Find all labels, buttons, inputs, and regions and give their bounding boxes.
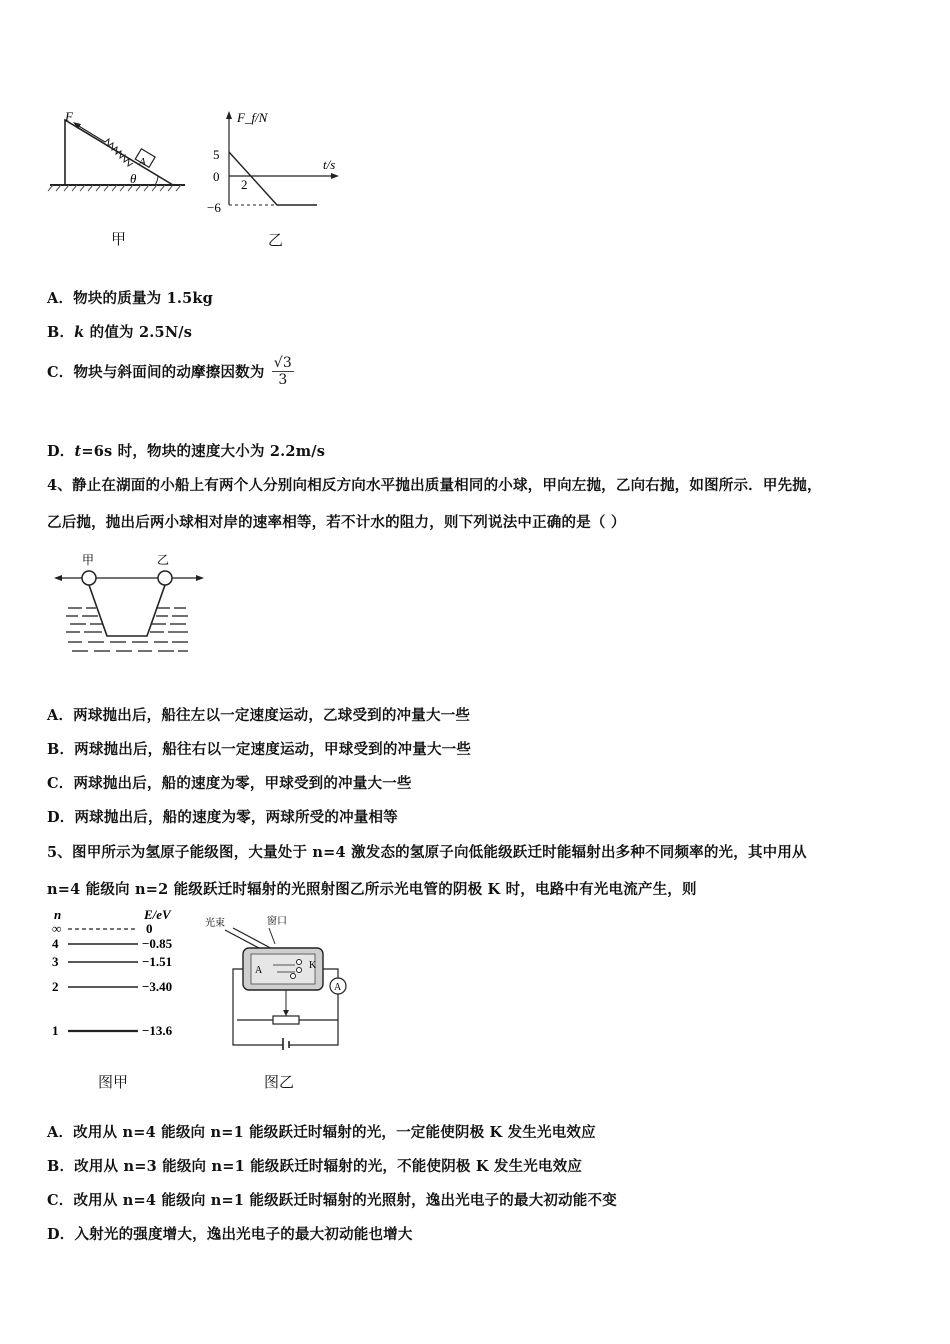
q4-option-a: A．两球抛出后，船往左以一定速度运动，乙球受到的冲量大一些 xyxy=(47,707,471,724)
tick-neg6: −6 xyxy=(207,200,221,215)
level-e-3: −1.51 xyxy=(142,954,173,969)
boat-label-yi: 乙 xyxy=(157,553,170,567)
q3-option-d xyxy=(47,440,325,461)
fraction-sqrt3-over-3 xyxy=(272,355,294,388)
q5-stem-line1: 5、图甲所示为氢原子能级图，大量处于 n=4 激发态的氢原子向低能级跃迁时能辐射出多种不同频率的光，其中用从 xyxy=(47,844,807,861)
q4-option-d: D．两球抛出后，船的速度为零，两球所受的冲量相等 xyxy=(47,809,398,826)
caption-tu-yi: 图乙 xyxy=(264,1073,295,1091)
caption-jia: 甲 xyxy=(111,230,127,248)
label-anode: A xyxy=(255,965,263,976)
level-n-2: 2 xyxy=(52,979,59,994)
level-n-3: 3 xyxy=(52,954,59,969)
tick-2: 2 xyxy=(241,177,248,192)
q3-option-c-text: C．物块与斜面间的动摩擦因数为 xyxy=(47,364,265,381)
level-n-1: 1 xyxy=(52,1023,59,1038)
q3-option-c xyxy=(47,355,294,388)
label-cathode: K xyxy=(309,960,317,971)
q4-option-b: B．两球抛出后，船往右以一定速度运动，甲球受到的冲量大一些 xyxy=(47,741,472,758)
tick-0: 0 xyxy=(213,169,220,184)
q5-stem-line2: n=4 能级向 n=2 能级跃迁时辐射的光照射图乙所示光电管的阴极 K 时，电路中有光电流产生，则 xyxy=(47,881,697,898)
ff-t-graph-yi xyxy=(205,105,350,225)
angle-label: θ xyxy=(130,171,137,186)
q5-option-b: B．改用从 n=3 能级向 n=1 能级跃迁时辐射的光，不能使阴极 K 发生光电效应 xyxy=(47,1158,583,1175)
q3-option-b xyxy=(47,321,192,342)
x-axis-label: t/s xyxy=(323,157,336,172)
q3-option-b-prefix: B． xyxy=(47,324,75,341)
q5-option-c: C．改用从 n=4 能级向 n=1 能级跃迁时辐射的光照射，逸出光电子的最大初动能不变 xyxy=(47,1192,617,1209)
level-e-4: −0.85 xyxy=(142,936,173,951)
level-e-inf: 0 xyxy=(146,921,153,936)
y-axis-label: F_f/N xyxy=(237,110,268,125)
q3-option-d-prefix: D． xyxy=(47,443,75,460)
block-label: A xyxy=(139,156,146,168)
fraction-numerator: √3 xyxy=(273,355,293,371)
q3-option-a: A．物块的质量为 1.5kg xyxy=(47,290,214,307)
q4-stem-line2: 乙后抛，抛出后两小球相对岸的速率相等，若不计水的阻力，则下列说法中正确的是（ ） xyxy=(47,514,626,531)
label-ammeter: A xyxy=(334,982,342,993)
label-window: 窗口 xyxy=(267,916,287,927)
q3-option-b-rest: 的值为 2.5N/s xyxy=(84,324,193,341)
q4-option-c: C．两球抛出后，船的速度为零，甲球受到的冲量大一些 xyxy=(47,775,412,792)
force-label: F xyxy=(65,109,73,124)
tick-5: 5 xyxy=(213,147,220,162)
col-e: E/eV xyxy=(144,907,171,922)
boat-label-jia: 甲 xyxy=(82,553,95,567)
q5-option-a: A．改用从 n=4 能级向 n=1 能级跃迁时辐射的光，一定能使阴极 K 发生光电效应 xyxy=(47,1124,596,1141)
q3-option-d-var: t xyxy=(74,443,82,460)
level-n-inf: ∞ xyxy=(52,921,62,936)
q3-option-d-rest: =6s 时，物块的速度大小为 2.2m/s xyxy=(81,443,326,460)
incline-figure-jia xyxy=(45,105,190,195)
q4-stem-line1: 4、静止在湖面的小船上有两个人分别向相反方向水平抛出质量相同的小球，甲向左抛，乙向右抛，如图所示．甲先抛， xyxy=(47,477,822,494)
q3-option-b-var: k xyxy=(74,324,85,341)
caption-tu-jia: 图甲 xyxy=(98,1073,129,1091)
col-n: n xyxy=(54,907,62,922)
fraction-denominator: 3 xyxy=(278,372,288,388)
q5-option-d: D．入射光的强度增大，逸出光电子的最大初动能也增大 xyxy=(47,1226,413,1243)
level-e-1: −13.6 xyxy=(142,1023,173,1038)
level-n-4: 4 xyxy=(52,936,59,951)
photoelectric-tube-diagram xyxy=(203,910,353,1050)
level-e-2: −3.40 xyxy=(142,979,173,994)
boat-figure xyxy=(52,550,212,660)
label-light-beam: 光束 xyxy=(205,918,225,929)
caption-yi: 乙 xyxy=(268,231,284,249)
energy-level-diagram xyxy=(48,905,198,1045)
